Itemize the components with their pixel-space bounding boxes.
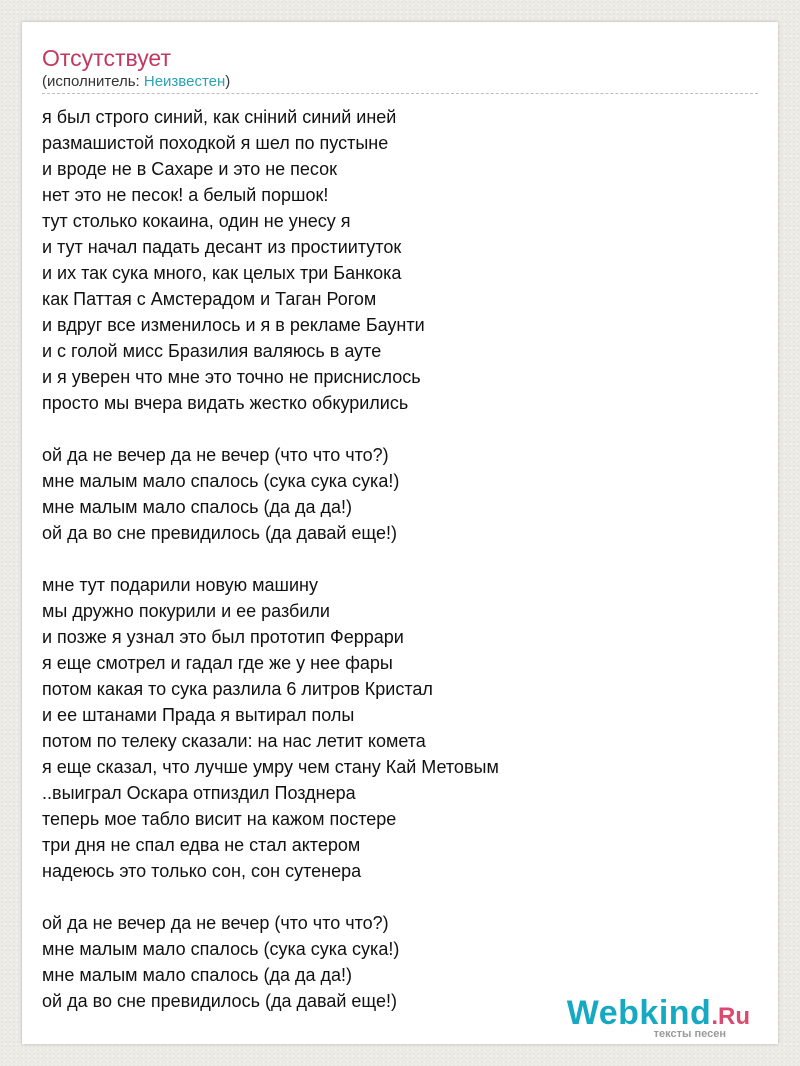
lyrics-line: три дня не спал едва не стал актером (42, 835, 361, 855)
lyrics-line: надеюсь это только сон, сон сутенера (42, 861, 362, 881)
lyrics-line: потом какая то сука разлила 6 литров Кристал (42, 679, 433, 699)
lyrics-line: мне малым мало спалось (сука сука сука!) (42, 471, 400, 491)
lyrics-line: мне малым мало спалось (да да да!) (42, 497, 353, 517)
lyrics-line: просто мы вчера видать жестко обкурились (42, 393, 409, 413)
lyrics-line: я был строго синий, как снiний синий иней (42, 107, 397, 127)
lyrics-line: ой да не вечер да не вечер (что что что?) (42, 913, 389, 933)
lyrics-line: я еще сказал, что лучше умру чем стану Кай Метовым (42, 757, 499, 777)
lyrics-line: тут столько кокаина, один не унесу я (42, 211, 351, 231)
lyrics-line: и ее штанами Прада я вытирал полы (42, 705, 355, 725)
site-logo[interactable] (567, 995, 750, 1040)
lyrics-line: мы дружно покурили и ее разбили (42, 601, 330, 621)
logo-main-text: Webkind (566, 994, 712, 1032)
lyrics-line: как Паттая с Амстерадом и Таган Рогом (42, 289, 377, 309)
lyrics-line: теперь мое табло висит на кажом постере (42, 809, 397, 829)
header-divider (42, 93, 758, 94)
lyrics-line: ой да не вечер да не вечер (что что что?) (42, 445, 389, 465)
lyrics-stanza (42, 442, 758, 546)
logo-tagline: тексты песен (653, 1028, 726, 1040)
lyrics-line: и я уверен что мне это точно не приснислось (42, 367, 421, 387)
song-title: Отсутствует (42, 45, 171, 71)
lyrics-line: нет это не песок! а белый поршок! (42, 185, 329, 205)
lyrics-line: и с голой мисс Бразилия валяюсь в ауте (42, 341, 382, 361)
lyrics-stanza (42, 104, 758, 416)
lyrics-line: и их так сука много, как целых три Банкока (42, 263, 402, 283)
lyrics-line: мне тут подарили новую машину (42, 575, 318, 595)
lyrics-text (42, 104, 758, 1040)
artist-suffix: ) (225, 73, 231, 90)
lyrics-line: и вдруг все изменилось и я в рекламе Баунти (42, 315, 425, 335)
lyrics-line: и позже я узнал это был прототип Феррари (42, 627, 404, 647)
lyrics-line: и вроде не в Сахаре и это не песок (42, 159, 338, 179)
lyrics-card (22, 22, 778, 1044)
artist-prefix: (исполнитель: (42, 73, 144, 90)
lyrics-line: потом по телеку сказали: на нас летит комета (42, 731, 426, 751)
lyrics-line: ой да во сне превидилось (да давай еще!) (42, 523, 398, 543)
lyrics-stanza (42, 572, 758, 884)
lyrics-line: ..выиграл Оскара отпиздил Позднера (42, 783, 356, 803)
lyrics-line: мне малым мало спалось (сука сука сука!) (42, 939, 400, 959)
lyrics-line: и тут начал падать десант из простиитуток (42, 237, 402, 257)
lyrics-line: мне малым мало спалось (да да да!) (42, 965, 353, 985)
logo-wordmark (567, 995, 750, 1031)
artist-link[interactable]: Неизвестен (143, 73, 226, 90)
lyrics-line: я еще смотрел и гадал где же у нее фары (42, 653, 393, 673)
artist-line (42, 72, 230, 92)
logo-domain-suffix: .Ru (711, 1003, 750, 1030)
lyrics-line: ой да во сне превидилось (да давай еще!) (42, 991, 398, 1011)
lyrics-line: размашистой походкой я шел по пустыне (42, 133, 389, 153)
